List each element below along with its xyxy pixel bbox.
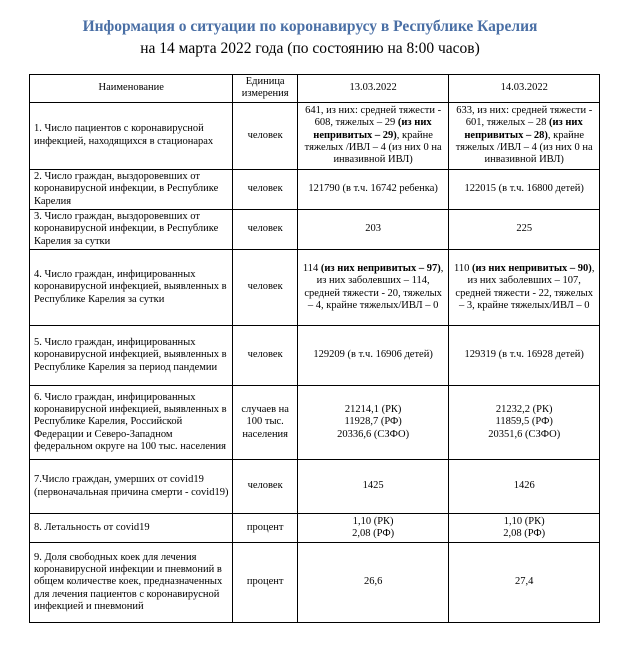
table-row	[30, 209, 600, 249]
row-value-14: 129319 (в т.ч. 16928 детей)	[449, 326, 600, 386]
row-value-13: 114 (из них непривитых – 97), из них заболевших – 114, средней тяжести - 20, тяжелых – 4, крайне тяжелых/ИВЛ – 0	[297, 250, 449, 326]
row-name: 1. Число пациентов с коронавирусной инфекцией, находящихся в стационарах	[30, 102, 233, 169]
row-name: 9. Доля свободных коек для лечения коронавирусной инфекции и пневмоний в общем количестве коек, предназначенных для лечения пациентов с коронавирусной инфекцией и пневмоний	[30, 543, 233, 623]
row-unit: человек	[233, 209, 297, 249]
row-unit: человек	[233, 102, 297, 169]
row-value-13: 26,6	[297, 543, 449, 623]
row-value-13: 1425	[297, 460, 449, 514]
row-value-13: 641, из них: средней тяжести - 608, тяжелых – 29 (из них непривитых – 29), крайне тяжелых /ИВЛ – 4 (из них 0 на инвазивной ИВЛ)	[297, 102, 449, 169]
table-row	[30, 102, 600, 169]
table-header-row	[30, 75, 600, 103]
row-value-13: 203	[297, 209, 449, 249]
row-name: 7.Число граждан, умерших от covid19 (первоначальная причина смерти - covid19)	[30, 460, 233, 514]
row-value-14: 1426	[449, 460, 600, 514]
row-unit: человек	[233, 169, 297, 209]
row-value-14: 110 (из них непривитых – 90), из них заболевших – 107, средней тяжести - 22, тяжелых – 3, крайне тяжелых/ИВЛ – 0	[449, 250, 600, 326]
column-header-date-13: 13.03.2022	[297, 75, 449, 103]
table-row	[30, 326, 600, 386]
column-header-date-14: 14.03.2022	[449, 75, 600, 103]
row-unit: случаев на 100 тыс. населения	[233, 386, 297, 460]
row-value-14: 21232,2 (РК) 11859,5 (РФ) 20351,6 (СЗФО)	[449, 386, 600, 460]
row-name: 3. Число граждан, выздоровевших от коронавирусной инфекции, в Республике Карелия за сутки	[30, 209, 233, 249]
row-value-14: 633, из них: средней тяжести - 601, тяжелых – 28 (из них непривитых – 28), крайне тяжелых /ИВЛ – 4 (из них 0 на инвазивной ИВЛ)	[449, 102, 600, 169]
row-unit: процент	[233, 514, 297, 543]
row-name: 6. Число граждан, инфицированных коронавирусной инфекцией, выявленных в Республике Карелия, Российской Федерации и Северо-Западном федеральном округе на 100 тыс. населения	[30, 386, 233, 460]
row-value-14: 122015 (в т.ч. 16800 детей)	[449, 169, 600, 209]
row-name: 5. Число граждан, инфицированных коронавирусной инфекцией, выявленных в Республике Карелия за период пандемии	[30, 326, 233, 386]
row-unit: человек	[233, 326, 297, 386]
covid-info-table	[29, 74, 600, 623]
page-subtitle: на 14 марта 2022 года (по состоянию на 8:00 часов)	[140, 40, 480, 57]
row-name: 4. Число граждан, инфицированных коронавирусной инфекцией, выявленных в Республике Карелия за сутки	[30, 250, 233, 326]
table-row	[30, 514, 600, 543]
row-value-13: 1,10 (РК) 2,08 (РФ)	[297, 514, 449, 543]
row-unit: человек	[233, 460, 297, 514]
row-value-13: 129209 (в т.ч. 16906 детей)	[297, 326, 449, 386]
table-row	[30, 169, 600, 209]
row-unit: процент	[233, 543, 297, 623]
row-value-13: 21214,1 (РК) 11928,7 (РФ) 20336,6 (СЗФО)	[297, 386, 449, 460]
table-row	[30, 543, 600, 623]
row-value-13: 121790 (в т.ч. 16742 ребенка)	[297, 169, 449, 209]
row-unit: человек	[233, 250, 297, 326]
row-value-14: 27,4	[449, 543, 600, 623]
page-title: Информация о ситуации по коронавирусу в Республике Карелия	[82, 18, 538, 35]
row-name: 2. Число граждан, выздоровевших от коронавирусной инфекции, в Республике Карелия	[30, 169, 233, 209]
table-row	[30, 250, 600, 326]
row-name: 8. Летальность от covid19	[30, 514, 233, 543]
column-header-name: Наименование	[30, 75, 233, 103]
row-value-14: 225	[449, 209, 600, 249]
table-row	[30, 460, 600, 514]
column-header-unit: Единица измерения	[233, 75, 297, 103]
table-row	[30, 386, 600, 460]
row-value-14: 1,10 (РК) 2,08 (РФ)	[449, 514, 600, 543]
